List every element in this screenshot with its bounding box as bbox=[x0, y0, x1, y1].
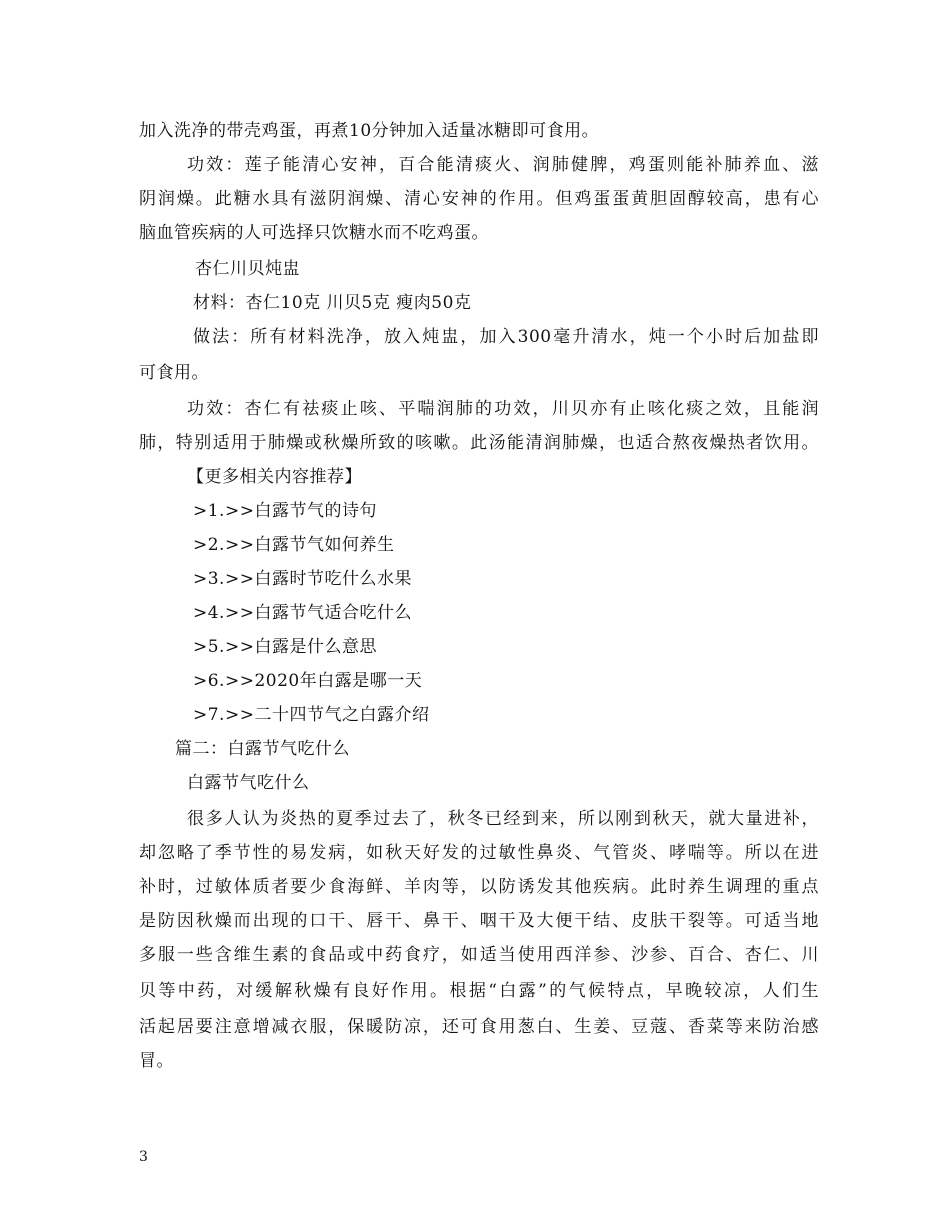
related-link[interactable]: >6.>>2020年白露是哪一天 bbox=[193, 671, 423, 691]
related-link[interactable]: >7.>>二十四节气之白露介绍 bbox=[193, 705, 430, 725]
paragraph-line: 功效：莲子能清心安神，百合能清痰火、润肺健脾，鸡蛋则能补肺养血、滋 bbox=[187, 155, 819, 175]
ingredients-line: 材料：杏仁10克 川贝5克 瘦肉50克 bbox=[193, 293, 472, 313]
paragraph-line: 补时，过敏体质者要少食海鲜、羊肉等，以防诱发其他疾病。此时养生调理的重点 bbox=[139, 877, 819, 897]
related-link[interactable]: >3.>>白露时节吃什么水果 bbox=[193, 569, 412, 589]
paragraph-line: 阴润燥。此糖水具有滋阴润燥、清心安神的作用。但鸡蛋蛋黄胆固醇较高，患有心 bbox=[139, 189, 819, 209]
paragraph-line: 却忽略了季节性的易发病，如秋天好发的过敏性鼻炎、气管炎、哮喘等。所以在进 bbox=[139, 843, 819, 863]
related-link[interactable]: >4.>>白露节气适合吃什么 bbox=[193, 603, 412, 623]
paragraph-line: 加入洗净的带壳鸡蛋，再煮10分钟加入适量冰糖即可食用。 bbox=[139, 121, 600, 141]
paragraph-line: 是防因秋燥而出现的口干、唇干、鼻干、咽干及大便干结、皮肤干裂等。可适当地 bbox=[139, 911, 819, 931]
paragraph-line: 做法：所有材料洗净，放入炖盅，加入300毫升清水，炖一个小时后加盐即 bbox=[193, 327, 819, 347]
recipe-title: 杏仁川贝炖盅 bbox=[195, 259, 300, 279]
paragraph-line: 很多人认为炎热的夏季过去了，秋冬已经到来，所以刚到秋天，就大量进补， bbox=[187, 809, 819, 829]
page-number: 3 bbox=[139, 1149, 148, 1165]
related-heading: 【更多相关内容推荐】 bbox=[187, 467, 362, 487]
paragraph-line: 活起居要注意增减衣服，保暖防凉，还可食用葱白、生姜、豆蔻、香菜等来防治感 bbox=[139, 1017, 819, 1037]
paragraph-line: 功效：杏仁有祛痰止咳、平喘润肺的功效，川贝亦有止咳化痰之效，且能润 bbox=[187, 399, 819, 419]
paragraph-line: 肺，特别适用于肺燥或秋燥所致的咳嗽。此汤能清润肺燥，也适合熬夜燥热者饮用。 bbox=[139, 433, 819, 453]
paragraph-line: 贝等中药，对缓解秋燥有良好作用。根据“白露”的气候特点，早晚较凉，人们生 bbox=[139, 981, 819, 1001]
paragraph-line: 脑血管疾病的人可选择只饮糖水而不吃鸡蛋。 bbox=[139, 223, 489, 243]
paragraph-line: 冒。 bbox=[139, 1051, 174, 1071]
related-link[interactable]: >2.>>白露节气如何养生 bbox=[193, 535, 395, 555]
related-link[interactable]: >1.>>白露节气的诗句 bbox=[193, 501, 377, 521]
section-heading: 篇二：白露节气吃什么 bbox=[175, 739, 350, 759]
section-subheading: 白露节气吃什么 bbox=[187, 773, 310, 793]
related-link[interactable]: >5.>>白露是什么意思 bbox=[193, 637, 377, 657]
paragraph-line: 可食用。 bbox=[139, 363, 209, 383]
paragraph-line: 多服一些含维生素的食品或中药食疗，如适当使用西洋参、沙参、百合、杏仁、川 bbox=[139, 945, 819, 965]
